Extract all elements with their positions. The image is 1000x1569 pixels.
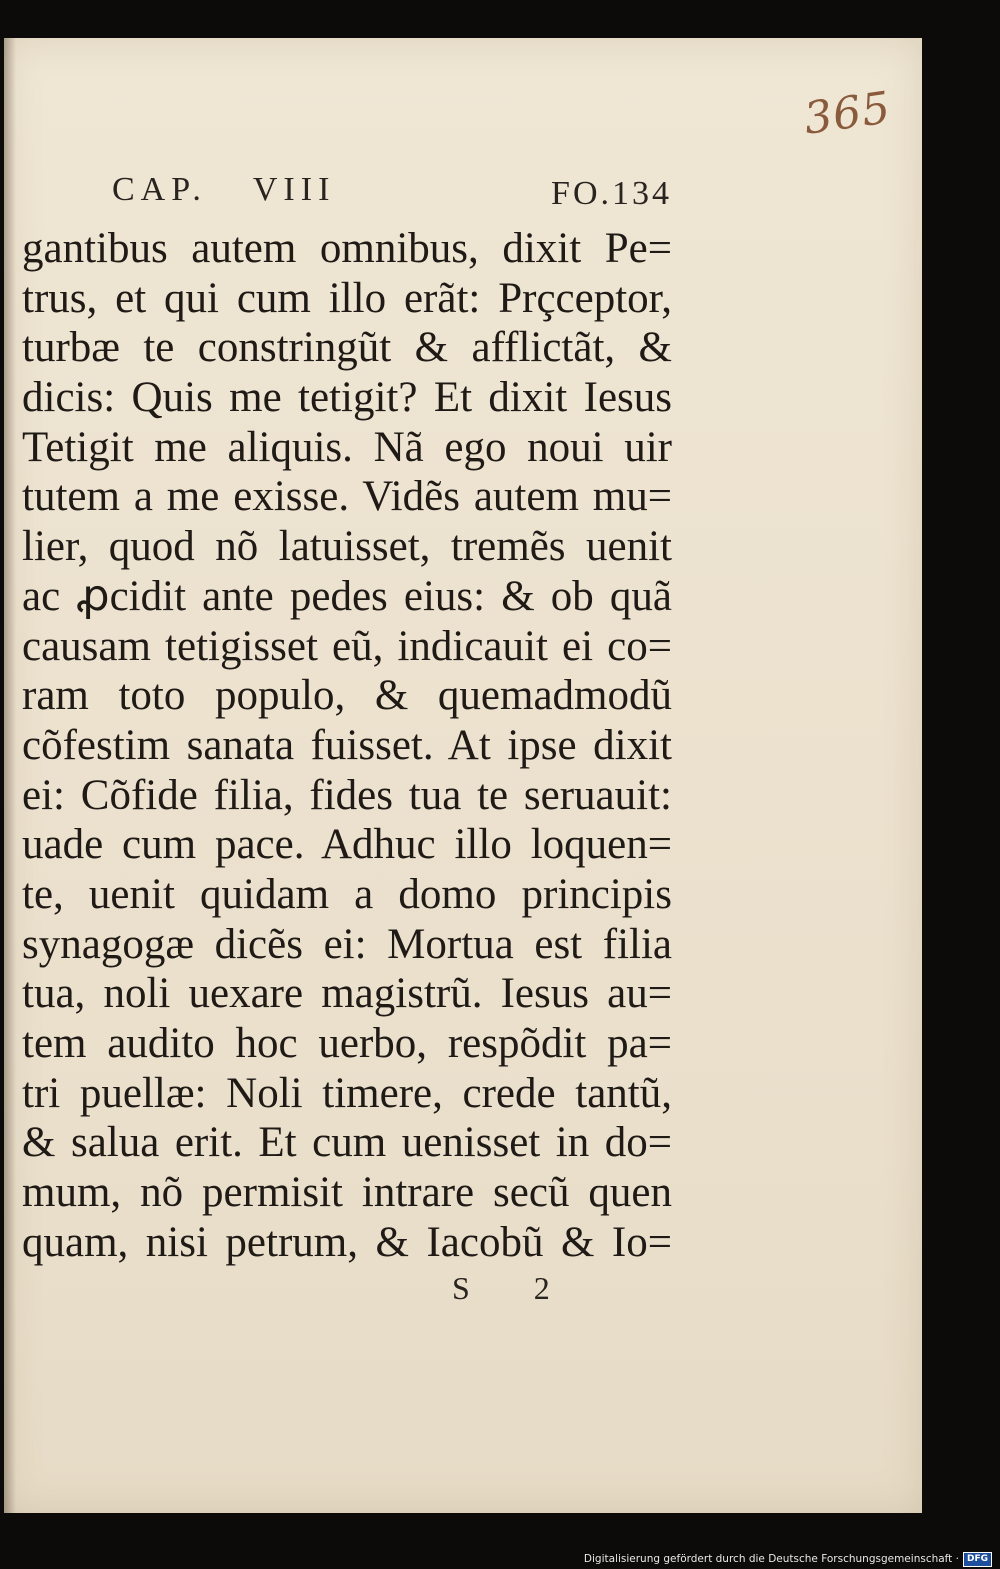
running-head	[112, 171, 672, 215]
text-line: & salua erit. Et cum uenisset in do=	[22, 1119, 672, 1167]
credit-text: Digitalisierung gefördert durch die Deutsche Forschungsgemeinschaft ·	[583, 1553, 959, 1565]
handwritten-folio-number: 365	[800, 82, 895, 145]
text-line: mum, nõ permisit intrare secũ quen	[22, 1169, 672, 1217]
text-line: Tetigit me aliquis. Nã ego noui uir	[22, 423, 672, 471]
text-line: tri puellæ: Noli timere, crede tantũ,	[22, 1069, 672, 1117]
book-page	[4, 38, 922, 1513]
text-line: trus, et qui cum illo erãt: Prçceptor,	[22, 274, 672, 322]
chapter-label: CAP.	[112, 171, 207, 208]
body-text	[22, 224, 672, 1267]
chapter-number: VIII	[252, 171, 336, 208]
text-line: dicis: Quis me tetigit? Et dixit Iesus	[22, 374, 672, 422]
text-line: ei: Cõfide filia, fides tua te seruauit:	[22, 771, 672, 819]
text-line: te, uenit quidam a domo principis	[22, 870, 672, 918]
text-line: tem audito hoc uerbo, respõdit pa=	[22, 1020, 672, 1067]
text-line: tua, noli uexare magistrũ. Iesus au=	[22, 970, 672, 1018]
text-line: lier, quod nõ latuisset, tremẽs uenit	[22, 523, 672, 571]
signature-mark: S 2	[452, 1270, 578, 1306]
text-line: synagogæ dicẽs ei: Mortua est filia	[22, 920, 672, 968]
text-line: ac ꝓcidit ante pedes eius: & ob quã	[22, 572, 672, 620]
text-line: causam tetigisset eũ, indicauit ei co=	[22, 622, 672, 670]
text-line: ram toto populo, & quemadmodũ	[22, 672, 672, 720]
text-line: cõfestim sanata fuisset. At ipse dixit	[22, 721, 672, 769]
running-head-chapter	[112, 171, 335, 209]
running-head-folio: FO.134	[551, 175, 672, 212]
dfg-logo-icon: DFG	[963, 1552, 992, 1567]
text-line: turbæ te constringũt & afflictãt, &	[22, 324, 672, 372]
text-line: gantibus autem omnibus, dixit Pe=	[22, 225, 672, 272]
text-line: tutem a me exisse. Vidẽs autem mu=	[22, 473, 672, 521]
text-line: quam, nisi petrum, & Iacobũ & Io=	[22, 1218, 672, 1266]
digitization-credit	[584, 1551, 992, 1567]
text-line: uade cum pace. Adhuc illo loquen=	[22, 821, 672, 869]
